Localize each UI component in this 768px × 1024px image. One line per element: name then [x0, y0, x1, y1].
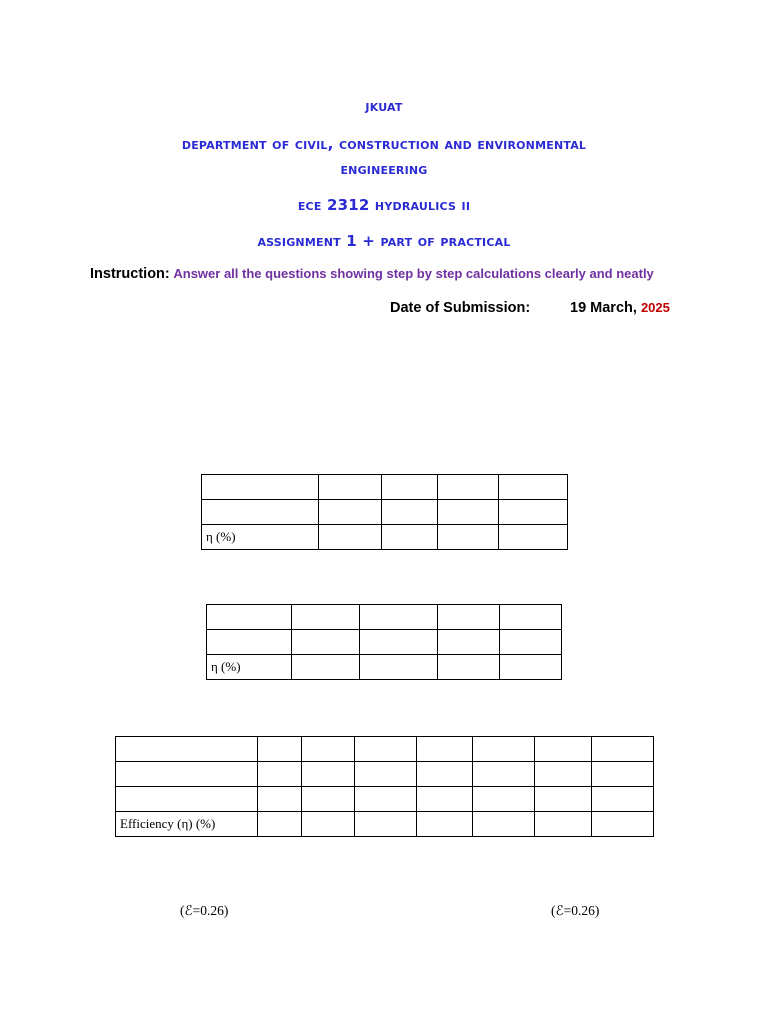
table-cell	[301, 737, 354, 762]
table-cell	[301, 812, 354, 837]
table-cell: η (%)	[207, 655, 292, 680]
table-cell	[257, 737, 301, 762]
table-cell	[207, 630, 292, 655]
table-row	[207, 605, 562, 630]
table-cell	[301, 762, 354, 787]
table-row	[116, 762, 654, 787]
table-cell	[381, 475, 438, 500]
table-cell	[381, 500, 438, 525]
roughness-note-left: (ℰ=0.26)	[180, 903, 229, 918]
table-cell	[116, 762, 258, 787]
table-cell	[592, 762, 654, 787]
instruction-label: Instruction:	[90, 266, 170, 282]
instruction-text: Answer all the questions showing step by step calculations clearly and neatly	[173, 266, 654, 281]
table-cell	[202, 500, 319, 525]
table-cell	[417, 812, 473, 837]
table-cell	[438, 500, 499, 525]
table-row	[202, 525, 568, 550]
table-cell	[592, 737, 654, 762]
table-cell	[257, 787, 301, 812]
table-cell	[438, 655, 500, 680]
table-cell	[535, 812, 592, 837]
table-row	[116, 787, 654, 812]
table-cell	[359, 605, 438, 630]
table-cell	[438, 475, 499, 500]
table-cell: Efficiency (η) (%)	[116, 812, 258, 837]
table-cell	[499, 525, 568, 550]
table-cell: η (%)	[202, 525, 319, 550]
table-cell	[354, 762, 417, 787]
table-row	[207, 655, 562, 680]
submission-year: 2025	[640, 300, 670, 315]
table-cell	[257, 762, 301, 787]
table-cell	[116, 787, 258, 812]
table-cell	[592, 787, 654, 812]
table-cell	[473, 787, 535, 812]
table-cell	[499, 475, 568, 500]
table-cell	[354, 812, 417, 837]
table-cell	[291, 605, 359, 630]
table-cell	[291, 655, 359, 680]
institution-title: jkuat	[365, 97, 403, 115]
table-cell	[535, 762, 592, 787]
efficiency-table-3	[115, 736, 654, 837]
table-cell	[359, 655, 438, 680]
table-cell	[417, 762, 473, 787]
table-cell	[473, 762, 535, 787]
table-cell	[116, 737, 258, 762]
department-title: department of civil, construction and environmental	[181, 135, 587, 153]
table-cell	[291, 630, 359, 655]
submission-date-value: 19 March, 2025	[570, 300, 670, 316]
table-cell	[257, 812, 301, 837]
table-cell	[473, 812, 535, 837]
efficiency-table-1	[201, 474, 568, 550]
roughness-note-right: (ℰ=0.26)	[551, 903, 600, 918]
table-cell	[202, 475, 319, 500]
department-title-cont: engineering	[340, 160, 428, 178]
table-cell	[207, 605, 292, 630]
table-cell	[354, 737, 417, 762]
table-cell	[592, 812, 654, 837]
course-title: ece 2312 hydraulics ii	[297, 196, 471, 214]
table-cell	[438, 525, 499, 550]
submission-label: Date of Submission:	[390, 300, 531, 316]
table-row	[207, 630, 562, 655]
table-cell	[301, 787, 354, 812]
table-cell	[535, 737, 592, 762]
table-cell	[359, 630, 438, 655]
assignment-title: assignment 1 + part of practical	[257, 232, 511, 250]
table-cell	[417, 787, 473, 812]
table-cell	[473, 737, 535, 762]
table-cell	[438, 630, 500, 655]
table-row	[116, 737, 654, 762]
table-row	[202, 475, 568, 500]
table-cell	[381, 525, 438, 550]
efficiency-table-2	[206, 604, 562, 680]
table-cell	[499, 500, 568, 525]
table-cell	[318, 525, 381, 550]
table-row	[116, 812, 654, 837]
table-cell	[500, 630, 562, 655]
submission-date	[390, 300, 730, 316]
table-cell	[318, 475, 381, 500]
table-cell	[500, 655, 562, 680]
table-cell	[535, 787, 592, 812]
table-cell	[438, 605, 500, 630]
table-cell	[417, 737, 473, 762]
instruction-line	[90, 266, 750, 282]
table-cell	[500, 605, 562, 630]
table-cell	[318, 500, 381, 525]
table-row	[202, 500, 568, 525]
table-cell	[354, 787, 417, 812]
